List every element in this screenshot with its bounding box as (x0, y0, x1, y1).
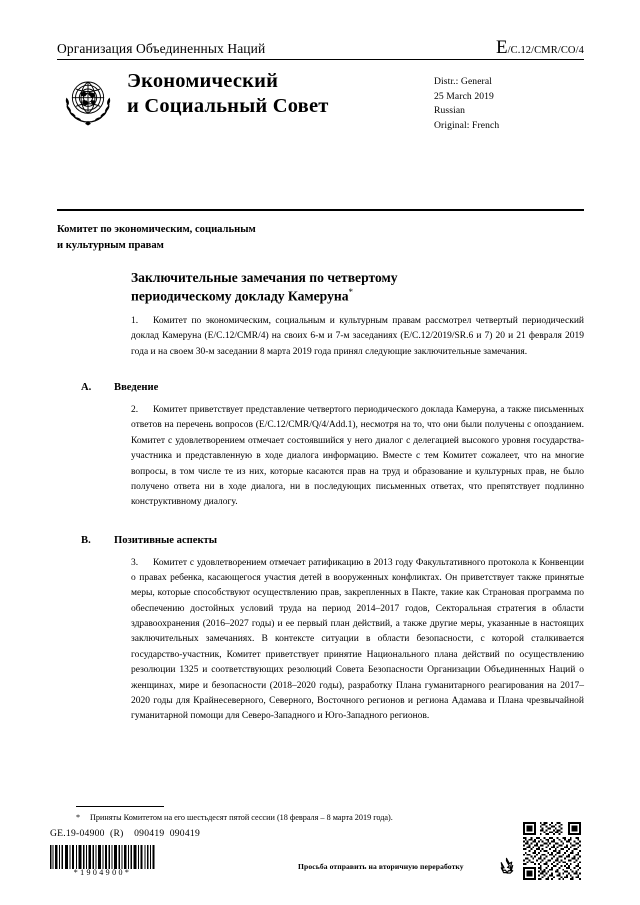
recycling-icon (497, 856, 516, 875)
distribution-type: Distr.: General (434, 76, 492, 87)
document-symbol-suffix: /C.12/CMR/CO/4 (507, 45, 584, 56)
document-body (57, 314, 584, 734)
committee-name (57, 222, 387, 255)
paragraph-number: 1. (131, 316, 139, 326)
footnote-text: Приняты Комитетом на его шестьдесят пятой сессии (18 февраля – 8 марта 2019 года). (90, 813, 393, 822)
section-heading-b (57, 533, 584, 549)
title-footnote-marker: * (348, 286, 353, 297)
paragraph-text: Комитет приветствует представление четвертого периодического доклада Камеруна, а также письменных ответов на перечень вопросов (E/C.12/CMR/Q/4/Add.1), несмотря на то, что они были получены с опозданием. Комитет с удовлетворением отмечает состоявшийся у него диалог с делегацией высокого уровня государства-участника и представленную в ходе диалога информацию. Вместе с тем Комитет сожалеет, что на многие вопросы, в том числе те из них, которые касаются прав на труд и образование и культурных прав, не было получено ответа ни в ходе диалога, ни в последующих письменных ответах, что препятствует подлинно конструктивному диалогу. (131, 405, 584, 508)
body-title-line2: и Социальный Совет (127, 95, 329, 118)
footnote-divider (76, 806, 164, 807)
body-title-line1: Экономический (127, 70, 279, 92)
organization-row (57, 38, 584, 59)
document-symbol (496, 38, 584, 57)
section-label: Позитивные аспекты (114, 534, 218, 546)
distribution-block (434, 75, 584, 133)
committee-line1: Комитет по экономическим, социальным (57, 224, 256, 235)
qr-code (521, 820, 583, 882)
un-emblem (59, 71, 117, 129)
distribution-date: 25 March 2019 (434, 90, 494, 102)
page-title-line2: периодическому докладу Камеруна (131, 288, 349, 304)
footnote-marker: * (76, 813, 81, 822)
distribution-language: Russian (434, 105, 466, 117)
committee-line2: и культурным правам (57, 240, 164, 252)
paragraph-text: Комитет по экономическим, социальным и культурным правам рассмотрел четвертый периодический доклад Камеруна (E/C.12/CMR/4) на своих 6-м и 7-м заседаниях (E/C.12/2019/SR.6 и 7) 20 и 21 февраля 2019 года и на своем 30-м заседании 8 марта 2019 года принял следующие заключительные замечания. (131, 316, 584, 357)
section-label: Введение (114, 382, 159, 394)
spacer (57, 369, 584, 380)
section-heading-a (57, 380, 584, 396)
masthead-bottom-rule (57, 209, 584, 211)
paragraph-text: Комитет с удовлетворением отмечает ратификацию в 2013 году Факультативного протокола к Конвенции о правах ребенка, касающегося участия детей в вооруженных конфликтах. Он приветствует также принятые меры, которые способствуют осуществлению прав, закрепленных в Пакте, такие как Страновая программа по обеспечению достойных условий труда на период 2014–2017 годов, Секторальная стратегия в области здравоохранения (2016–2027 годы) и ее первый план действий, а также другие меры, указанные в настоящих заключительных замечаниях. В контексте ситуации в области безопасности, с которой сталкивается государство-участник, Комитет приветствует принятие Национального плана действий по осуществлению резолюции 1325 и соответствующих резолюций Совета Безопасности Организации Объединенных Наций о женщинах, мире и безопасности (2018–2020 годы), разработку Плана гуманитарного реагирования на 2017–2020 годы для Крайнесеверного, Северного, Восточного регионов и региона Адамава и Плана чрезвычайной гуманитарной помощи для Северо-Западного и Юго-Западного регионов. (131, 557, 584, 722)
footnote (76, 812, 576, 823)
distribution-original: Original: French (434, 119, 500, 131)
paragraph-3 (57, 556, 584, 725)
page-title (131, 269, 551, 305)
recycle-note: Просьба отправить на вторичную переработку (298, 862, 464, 871)
masthead-title-row (57, 69, 584, 133)
body-title (127, 69, 434, 120)
barcode (50, 845, 155, 869)
masthead-divider (57, 59, 584, 60)
masthead (57, 38, 584, 133)
section-letter: B. (81, 534, 91, 546)
paragraph-number: 2. (131, 405, 139, 416)
section-letter: A. (81, 382, 92, 394)
page-title-line2-wrap (131, 287, 551, 305)
page-title-line1: Заключительные замечания по четвертому (131, 270, 398, 285)
paragraph-1 (57, 314, 584, 360)
job-number: GE.19-04900 (R) 090419 090419 (50, 828, 200, 839)
spacer (57, 520, 584, 533)
paragraph-2 (57, 403, 584, 511)
barcode-text: *1904900* (73, 868, 132, 877)
document-symbol-prefix: E (496, 37, 508, 58)
paragraph-number: 3. (131, 557, 139, 568)
organization-name: Организация Объединенных Наций (57, 41, 266, 56)
